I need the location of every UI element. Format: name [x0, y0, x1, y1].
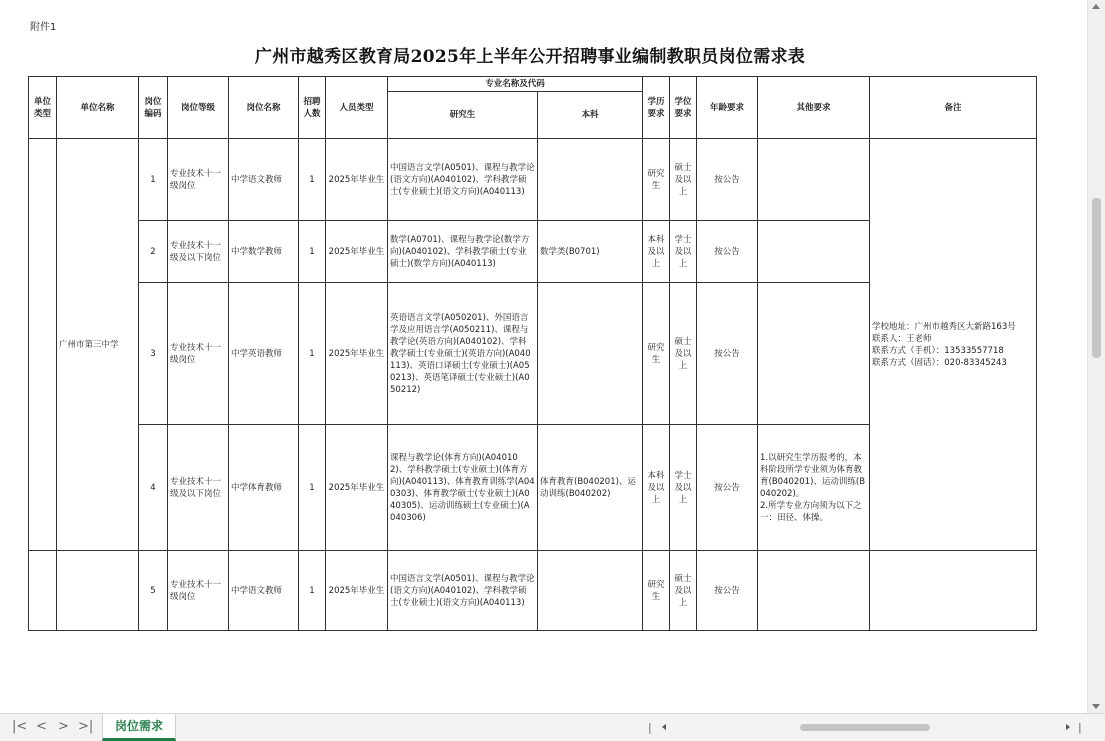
table-row [29, 551, 1037, 631]
degree-cell: 硕士及以上 [670, 551, 697, 631]
count-cell: 1 [299, 283, 326, 425]
post-name-cell: 中学体育教师 [229, 425, 299, 551]
person-type-cell: 2025年毕业生 [326, 221, 388, 283]
scroll-left-icon[interactable] [662, 724, 666, 730]
prev-sheet-icon[interactable]: < [36, 719, 47, 734]
count-cell: 1 [299, 139, 326, 221]
person-type-cell: 2025年毕业生 [326, 283, 388, 425]
header-undergrad: 本科 [538, 92, 643, 139]
person-type-cell: 2025年毕业生 [326, 425, 388, 551]
age-cell: 按公告 [697, 139, 758, 221]
post-code-cell: 5 [139, 551, 168, 631]
other-req-cell [758, 283, 870, 425]
horizontal-scroll-divider: | [1078, 721, 1082, 734]
post-code-cell: 4 [139, 425, 168, 551]
post-code-cell: 1 [139, 139, 168, 221]
vertical-scrollbar[interactable] [1087, 0, 1105, 713]
other-req-cell [758, 551, 870, 631]
unit-type-cell [29, 139, 57, 551]
degree-cell: 学士及以上 [670, 221, 697, 283]
last-sheet-icon[interactable]: >| [78, 719, 94, 734]
age-cell: 按公告 [697, 221, 758, 283]
header-unit-type: 单位类型 [29, 77, 57, 139]
page-title: 广州市越秀区教育局2025年上半年公开招聘事业编制教职员岗位需求表 [254, 47, 806, 67]
graduate-major-cell: 英语语言文学(A050201)、外国语言学及应用语言学(A050211)、课程与教学论(英语方向)(A040102)、学科教学硕士(专业硕士)(英语方向)(A040113)、英语口译硕士(专业硕士)(A050213)、英语笔译硕士(专业硕士)(A050212) [388, 283, 538, 425]
age-cell: 按公告 [697, 425, 758, 551]
education-cell: 研究生 [643, 551, 670, 631]
degree-cell: 硕士及以上 [670, 139, 697, 221]
other-req-cell: 1.以研究生学历报考的，本科阶段所学专业须为体育教育(B040201)、运动训练(B040202)。 2.所学专业方向须为以下之一：田径、体操。 [758, 425, 870, 551]
post-level-cell: 专业技术十一级及以下岗位 [168, 425, 229, 551]
horizontal-scroll-thumb[interactable] [800, 724, 930, 731]
header-degree: 学位要求 [670, 77, 697, 139]
count-cell: 1 [299, 221, 326, 283]
person-type-cell: 2025年毕业生 [326, 139, 388, 221]
graduate-major-cell: 课程与教学论(体育方向)(A040102)、学科教学硕士(专业硕士)(体育方向)(A040113)、体育教育训练学(A040303)、体育教学硕士(专业硕士)(A040305)、运动训练硕士(专业硕士)(A040306) [388, 425, 538, 551]
attachment-label: 附件1 [30, 22, 57, 33]
job-requirements-table [28, 76, 1037, 631]
table-row [29, 139, 1037, 221]
first-sheet-icon[interactable]: |< [12, 719, 28, 734]
undergrad-major-cell [538, 139, 643, 221]
post-name-cell: 中学英语教师 [229, 283, 299, 425]
count-cell: 1 [299, 551, 326, 631]
post-level-cell: 专业技术十一级岗位 [168, 139, 229, 221]
remark-cell: 学校地址：广州市越秀区大新路163号 联系人：王老师 联系方式（手机）：13533557718 联系方式（固话）：020-83345243 [870, 139, 1037, 551]
header-post-name: 岗位名称 [229, 77, 299, 139]
unit-name-cell [57, 551, 139, 631]
post-code-cell: 3 [139, 283, 168, 425]
undergrad-major-cell [538, 551, 643, 631]
education-cell: 本科及以上 [643, 425, 670, 551]
remark-cell [870, 551, 1037, 631]
sheet-tab-bar [0, 713, 1105, 741]
header-education: 学历要求 [643, 77, 670, 139]
header-remark: 备注 [870, 77, 1037, 139]
header-person-type: 人员类型 [326, 77, 388, 139]
header-age: 年龄要求 [697, 77, 758, 139]
post-level-cell: 专业技术十一级岗位 [168, 283, 229, 425]
unit-type-cell [29, 551, 57, 631]
horizontal-scroll-divider: | [648, 721, 652, 734]
scroll-up-icon[interactable] [1092, 4, 1100, 9]
graduate-major-cell: 中国语言文学(A0501)、课程与教学论(语文方向)(A040102)、学科教学硕士(专业硕士)(语文方向)(A040113) [388, 551, 538, 631]
undergrad-major-cell [538, 283, 643, 425]
header-post-code: 岗位编码 [139, 77, 168, 139]
next-sheet-icon[interactable]: > [58, 719, 69, 734]
vertical-scroll-thumb[interactable] [1092, 198, 1101, 358]
graduate-major-cell: 中国语言文学(A0501)、课程与教学论(语文方向)(A040102)、学科教学硕士(专业硕士)(语文方向)(A040113) [388, 139, 538, 221]
unit-name-cell: 广州市第三中学 [57, 139, 139, 551]
scroll-down-icon[interactable] [1092, 704, 1100, 709]
header-graduate: 研究生 [388, 92, 538, 139]
person-type-cell: 2025年毕业生 [326, 551, 388, 631]
header-post-level: 岗位等级 [168, 77, 229, 139]
scroll-right-icon[interactable] [1066, 724, 1070, 730]
age-cell: 按公告 [697, 283, 758, 425]
post-level-cell: 专业技术十一级岗位 [168, 551, 229, 631]
post-level-cell: 专业技术十一级及以下岗位 [168, 221, 229, 283]
post-name-cell: 中学数学教师 [229, 221, 299, 283]
education-cell: 本科及以上 [643, 221, 670, 283]
education-cell: 研究生 [643, 139, 670, 221]
count-cell: 1 [299, 425, 326, 551]
header-unit-name: 单位名称 [57, 77, 139, 139]
tab-job-requirements[interactable]: 岗位需求 [102, 714, 176, 741]
degree-cell: 硕士及以上 [670, 283, 697, 425]
header-other: 其他要求 [758, 77, 870, 139]
post-name-cell: 中学语文教师 [229, 551, 299, 631]
degree-cell: 学士及以上 [670, 425, 697, 551]
education-cell: 研究生 [643, 283, 670, 425]
graduate-major-cell: 数学(A0701)、课程与教学论(数学方向)(A040102)、学科教学硕士(专业硕士)(数学方向)(A040113) [388, 221, 538, 283]
undergrad-major-cell: 数学类(B0701) [538, 221, 643, 283]
header-major: 专业名称及代码 [388, 77, 643, 92]
header-count: 招聘人数 [299, 77, 326, 139]
post-name-cell: 中学语文教师 [229, 139, 299, 221]
post-code-cell: 2 [139, 221, 168, 283]
undergrad-major-cell: 体育教育(B040201)、运动训练(B040202) [538, 425, 643, 551]
other-req-cell [758, 221, 870, 283]
age-cell: 按公告 [697, 551, 758, 631]
other-req-cell [758, 139, 870, 221]
